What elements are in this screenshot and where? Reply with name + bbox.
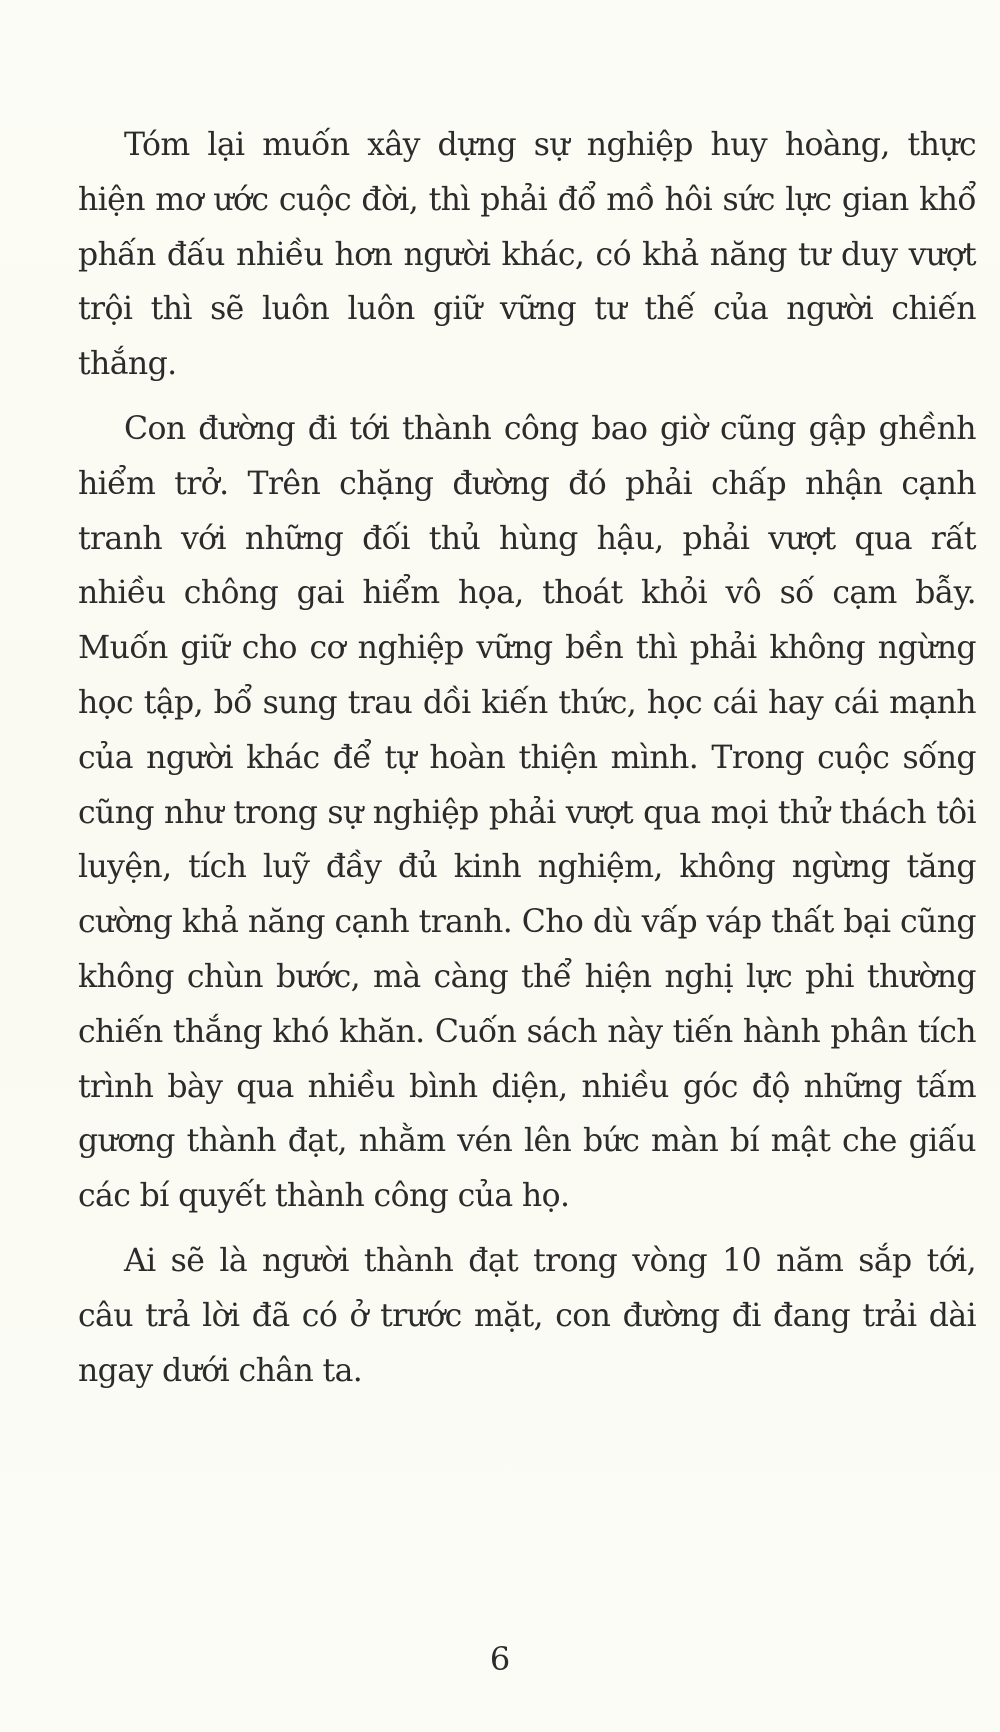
paragraph-1: Tóm lại muốn xây dựng sự nghiệp huy hoàng, thực hiện mơ ước cuộc đời, thì phải đổ mồ hôi sức lực gian khổ phấn đấu nhiều hơn người khác, có khả năng tư duy vượt trội thì sẽ luôn luôn giữ vững tư thế của người chiến thắng. <box>78 127 976 383</box>
page-number: 6 <box>489 1640 511 1678</box>
body-text <box>78 118 976 1408</box>
paragraph-3: Ai sẽ là người thành đạt trong vòng 10 năm sắp tới, câu trả lời đã có ở trước mặt, con đường đi đang trải dài ngay dưới chân ta. <box>78 1242 976 1389</box>
paragraph-2: Con đường đi tới thành công bao giờ cũng gập ghềnh hiểm trở. Trên chặng đường đó phải chấp nhận cạnh tranh với những đối thủ hùng hậu, phải vượt qua rất nhiều chông gai hiểm họa, thoát khỏi vô số cạm bẫy. Muốn giữ cho cơ nghiệp vững bền thì phải không ngừng học tập, bổ sung trau dồi kiến thức, học cái hay cái mạnh của người khác để tự hoàn thiện mình. Trong cuộc sống cũng như trong sự nghiệp phải vượt qua mọi thử thách tôi luyện, tích luỹ đầy đủ kinh nghiệm, không ngừng tăng cường khả năng cạnh tranh. Cho dù vấp váp thất bại cũng không chùn bước, mà càng thể hiện nghị lực phi thường chiến thắng khó khăn. Cuốn sách này tiến hành phân tích trình bày qua nhiều bình diện, nhiều góc độ những tấm gương thành đạt, nhằm vén lên bức màn bí mật che giấu các bí quyết thành công của họ. <box>78 410 976 1215</box>
